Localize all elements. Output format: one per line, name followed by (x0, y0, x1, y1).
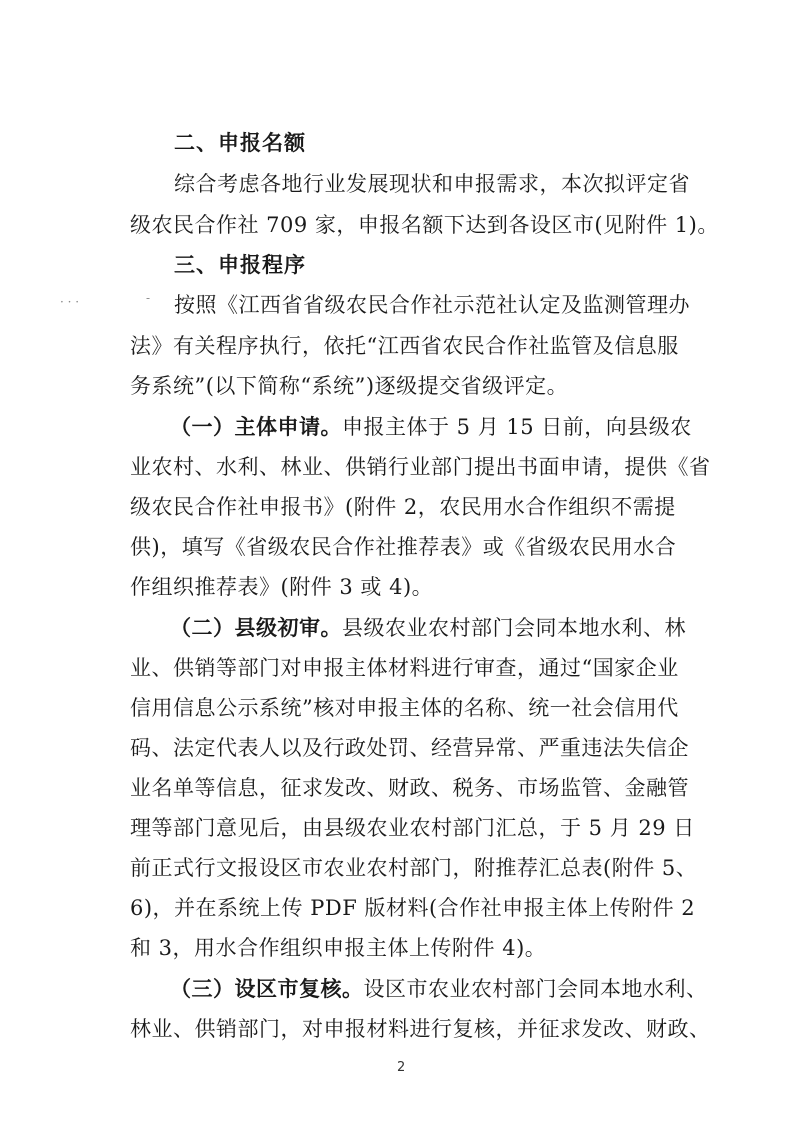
heading-quota: 二、申报名额 (174, 130, 306, 155)
section-3-first-line (170, 974, 708, 1004)
paragraph-line: 前正式行文报设区市农业农村部门，附推荐汇总表(附件 5、 (130, 856, 698, 880)
paragraph-text: 设区市农业农村部门会同本地水利、 (363, 977, 708, 1001)
paragraph-line: 业农村、水利、林业、供销行业部门提出书面申请，提供《省 (130, 455, 711, 479)
paragraph-text: 申报主体于 5 月 15 日前，向县级农 (342, 415, 692, 439)
paragraph-line: 6)，并在系统上传 PDF 版材料(合作社申报主体上传附件 2 (130, 896, 696, 920)
paragraph-line: 法》有关程序执行，依托“江西省农民合作社监管及信息服 (130, 334, 679, 358)
scan-speck: - (146, 291, 151, 305)
section-2-first-line (170, 613, 686, 643)
paragraph-line: 理等部门意见后，由县级农业农村部门汇总，于 5 月 29 日 (130, 816, 695, 840)
section-2-title: （二）县级初审。 (170, 615, 342, 640)
paragraph-line: 按照《江西省省级农民合作社示范社认定及监测管理办 (174, 293, 690, 317)
paragraph-line: 信用信息公示系统”核对申报主体的名称、统一社会信用代 (130, 696, 679, 720)
paragraph-line: 业名单等信息，征求发改、财政、税务、市场监管、金融管 (130, 776, 689, 800)
paragraph-line: 务系统”(以下简称“系统”)逐级提交省级评定。 (130, 374, 569, 398)
paragraph-line: 码、法定代表人以及行政处罚、经营异常、严重违法失信企 (130, 736, 689, 760)
paragraph-line: 作组织推荐表》(附件 3 或 4)。 (130, 575, 434, 599)
paragraph-line: 林业、供销部门，对申报材料进行复核，并征求发改、财政、 (130, 1017, 711, 1041)
section-3-title: （三）设区市复核。 (170, 976, 364, 1001)
paragraph-line: 级农民合作社 709 家，申报名额下达到各设区市(见附件 1)。 (130, 213, 719, 237)
paragraph-text: 县级农业农村部门会同本地水利、林 (342, 616, 686, 640)
paragraph-line: 供)，填写《省级农民合作社推荐表》或《省级农民用水合 (130, 535, 677, 559)
section-1-first-line (170, 412, 692, 442)
paragraph-line: 和 3，用水合作组织申报主体上传附件 4)。 (130, 936, 547, 960)
paragraph-line: 业、供销等部门对申报主体材料进行审查，通过“国家企业 (130, 656, 679, 680)
page-number: 2 (397, 1060, 406, 1075)
section-1-title: （一）主体申请。 (170, 414, 342, 439)
scan-speck: · · · (60, 295, 80, 309)
paragraph-line: 综合考虑各地行业发展现状和申报需求，本次拟评定省 (174, 172, 690, 196)
heading-procedure: 三、申报程序 (174, 252, 306, 277)
paragraph-line: 级农民合作社申报书》(附件 2，农民用水合作组织不需提 (130, 495, 676, 519)
